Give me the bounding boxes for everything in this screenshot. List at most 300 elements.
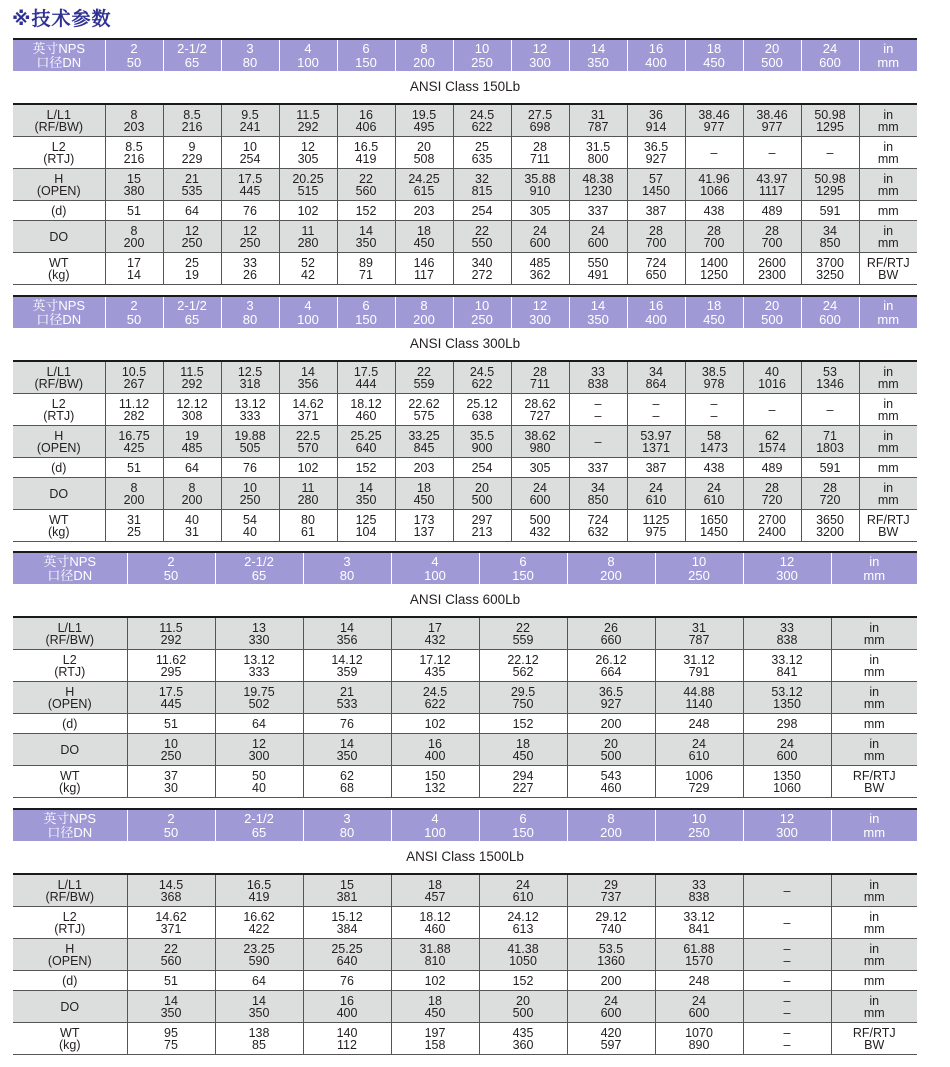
cell-value-secondary: 815: [471, 183, 493, 198]
cell-value-secondary: 380: [123, 183, 145, 198]
row-unit: [831, 714, 917, 734]
row-label: [13, 426, 105, 458]
cell-value-primary: 31.88: [419, 941, 451, 956]
size-value-primary: 2-1/2: [244, 553, 274, 569]
data-cell: [511, 458, 569, 478]
cell-value-primary: 724: [645, 255, 667, 270]
unit-primary: mm: [877, 203, 899, 218]
cell-value-secondary: 1140: [685, 696, 713, 711]
cell-value-primary: 17: [127, 255, 141, 270]
cell-value-secondary: 914: [645, 119, 667, 134]
size-value-secondary: 80: [339, 567, 355, 583]
row-unit: [831, 1023, 917, 1055]
row-label-secondary: (RTJ): [43, 408, 75, 423]
data-cell: [479, 991, 567, 1023]
row-label: [13, 991, 127, 1023]
cell-value-secondary: 450: [512, 748, 534, 763]
cell-value-primary: 40: [185, 512, 199, 527]
data-cell: [453, 137, 511, 169]
data-cell: [453, 104, 511, 137]
dimension-data-table: [13, 616, 917, 798]
cell-value-primary: 485: [529, 255, 551, 270]
cell-value-primary: 8: [130, 480, 138, 495]
data-cell: [163, 253, 221, 285]
cell-value-primary: 16.75: [118, 428, 150, 443]
cell-value-primary: 31.5: [585, 139, 611, 154]
data-cell: [127, 1023, 215, 1055]
cell-value-primary: 11: [301, 223, 315, 238]
cell-value-secondary: 227: [512, 780, 534, 795]
cell-value-primary: 53.5: [598, 941, 624, 956]
unit-secondary: BW: [864, 1037, 885, 1052]
size-header-cell: [105, 39, 163, 71]
size-value-primary: 6: [362, 40, 370, 56]
size-header-unit: [859, 39, 917, 71]
cell-value-primary: 14.62: [292, 396, 324, 411]
cell-value-secondary: 422: [248, 921, 270, 936]
cell-value-primary: 17.5: [158, 684, 184, 699]
cell-value-secondary: 350: [248, 1005, 270, 1020]
cell-value-secondary: 600: [688, 1005, 710, 1020]
row-handwheel-do: [13, 734, 917, 766]
size-value-secondary: 50: [163, 567, 179, 583]
size-header-cell: [655, 809, 743, 841]
data-cell: [221, 253, 279, 285]
data-cell: [127, 734, 215, 766]
cell-value-secondary: 977: [703, 119, 725, 134]
cell-value-primary: 13.12: [243, 652, 275, 667]
cell-value-primary: 31: [692, 620, 706, 635]
unit-secondary: mm: [863, 632, 885, 647]
cell-value-secondary: 1066: [700, 183, 728, 198]
cell-value-primary: 16.62: [243, 909, 275, 924]
row-label: [13, 1023, 127, 1055]
cell-value-secondary: –: [652, 408, 660, 423]
data-cell: [627, 510, 685, 542]
data-cell: [215, 1023, 303, 1055]
data-cell: [479, 874, 567, 907]
data-cell: [567, 714, 655, 734]
cell-value-primary: 23.25: [243, 941, 275, 956]
cell-value-secondary: 505: [239, 440, 261, 455]
cell-value-primary: 32: [475, 171, 489, 186]
cell-value-secondary: 203: [123, 119, 145, 134]
data-cell: [215, 991, 303, 1023]
row-label-secondary: (OPEN): [47, 953, 92, 968]
cell-value-primary: 33: [692, 877, 706, 892]
cell-value-secondary: 559: [413, 376, 435, 391]
row-length-rf-bw: [13, 104, 917, 137]
cell-value-primary: 21: [340, 684, 354, 699]
cell-value-primary: 152: [355, 460, 377, 475]
cell-value-primary: 18: [516, 736, 530, 751]
data-cell: [655, 734, 743, 766]
unit-primary: mm: [863, 973, 885, 988]
cell-value-primary: 138: [248, 1025, 270, 1040]
cell-value-secondary: 600: [587, 235, 609, 250]
size-header-cell: [743, 552, 831, 584]
cell-value-secondary: 600: [529, 492, 551, 507]
spec-table-class-300: [13, 295, 917, 542]
unit-primary: in: [869, 993, 880, 1008]
cell-value-primary: 20: [604, 736, 618, 751]
cell-value-secondary: 1295: [816, 183, 844, 198]
row-unit: [831, 971, 917, 991]
data-cell: [479, 617, 567, 650]
data-cell: [801, 169, 859, 201]
cell-value-primary: 337: [587, 203, 609, 218]
cell-value-secondary: 841: [776, 664, 798, 679]
data-cell: [453, 361, 511, 394]
unit-primary: in: [883, 223, 894, 238]
cell-value-primary: 17.5: [237, 171, 263, 186]
row-label: [13, 169, 105, 201]
size-header-table: [13, 551, 917, 584]
cell-value-secondary: 132: [424, 780, 446, 795]
size-value-secondary: 250: [471, 54, 493, 70]
cell-value-secondary: 1350: [773, 696, 801, 711]
row-label-primary: L/L1: [46, 107, 71, 122]
cell-value-secondary: 30: [164, 780, 178, 795]
data-cell: [743, 169, 801, 201]
data-cell: [801, 510, 859, 542]
size-header-cell: [685, 39, 743, 71]
cell-value-primary: 200: [600, 716, 622, 731]
size-header-cell: [569, 39, 627, 71]
data-cell: [303, 682, 391, 714]
cell-value-secondary: 42: [301, 267, 315, 282]
cell-value-secondary: 910: [529, 183, 551, 198]
data-cell: [685, 458, 743, 478]
cell-value-primary: 20: [516, 993, 530, 1008]
data-cell: [127, 874, 215, 907]
data-cell: [511, 510, 569, 542]
cell-value-primary: 53: [823, 364, 837, 379]
cell-value-secondary: 1570: [685, 953, 713, 968]
data-cell: [215, 617, 303, 650]
cell-value-primary: 36.5: [643, 139, 669, 154]
data-cell: [743, 907, 831, 939]
dimension-data-table: [13, 103, 917, 285]
size-value-secondary: 600: [819, 311, 841, 327]
row-height-open: [13, 682, 917, 714]
cell-value-primary: 25.25: [350, 428, 382, 443]
cell-value-secondary: –: [783, 953, 791, 968]
cell-value-primary: 14: [340, 620, 354, 635]
cell-value-primary: 15: [340, 877, 354, 892]
size-value-primary: 24: [822, 297, 838, 313]
cell-value-primary: 24.5: [469, 107, 495, 122]
data-cell: [655, 682, 743, 714]
row-label-secondary: (RTJ): [54, 664, 86, 679]
size-value-secondary: 100: [424, 567, 446, 583]
unit-secondary: mm: [877, 183, 899, 198]
cell-value-primary: 24: [533, 223, 547, 238]
cell-value-primary: 248: [688, 973, 710, 988]
cell-value-secondary: 890: [688, 1037, 710, 1052]
size-header-row: [13, 552, 917, 584]
cell-value-primary: 305: [529, 460, 551, 475]
cell-value-primary: 13.12: [234, 396, 266, 411]
cell-value-primary: 489: [761, 203, 783, 218]
size-value-primary: 6: [362, 297, 370, 313]
cell-value-primary: 20: [417, 139, 431, 154]
cell-value-primary: 27.5: [527, 107, 553, 122]
size-value-secondary: 65: [184, 54, 200, 70]
cell-value-secondary: 638: [471, 408, 493, 423]
row-label: [13, 104, 105, 137]
cell-value-secondary: 444: [355, 376, 377, 391]
cell-value-secondary: 267: [123, 376, 145, 391]
data-cell: [391, 766, 479, 798]
cell-value-secondary: 1016: [758, 376, 786, 391]
size-value-secondary: 50: [126, 311, 142, 327]
size-value-primary: 6: [519, 810, 527, 826]
data-cell: [221, 169, 279, 201]
cell-value-primary: 500: [529, 512, 551, 527]
cell-value-primary: 26: [604, 620, 618, 635]
cell-value-primary: 12.12: [176, 396, 208, 411]
cell-value-secondary: 425: [123, 440, 145, 455]
data-cell: [743, 478, 801, 510]
data-cell: [221, 510, 279, 542]
cell-value-secondary: 350: [355, 492, 377, 507]
cell-value-primary: 340: [471, 255, 493, 270]
cell-value-primary: 305: [529, 203, 551, 218]
data-cell: [279, 221, 337, 253]
cell-value-primary: 16: [359, 107, 373, 122]
cell-value-primary: 16.5: [246, 877, 272, 892]
cell-value-primary: 102: [424, 973, 446, 988]
data-cell: [743, 1023, 831, 1055]
cell-value-primary: 38.5: [701, 364, 727, 379]
cell-value-secondary: 435: [424, 664, 446, 679]
cell-value-primary: 297: [471, 512, 493, 527]
cell-value-primary: 62: [765, 428, 779, 443]
data-cell: [627, 394, 685, 426]
row-height-open: [13, 169, 917, 201]
cell-value-secondary: 900: [471, 440, 493, 455]
cell-value-primary: 22.62: [408, 396, 440, 411]
size-value-secondary: 150: [512, 567, 534, 583]
cell-value-primary: 3650: [816, 512, 844, 527]
cell-value-primary: 35.5: [469, 428, 495, 443]
data-cell: [127, 907, 215, 939]
size-value-secondary: 300: [776, 824, 798, 840]
size-header-cell: [567, 809, 655, 841]
data-cell: [105, 104, 163, 137]
unit-primary: in: [869, 810, 880, 826]
cell-value-primary: 420: [600, 1025, 622, 1040]
size-value-secondary: 65: [251, 567, 267, 583]
cell-value-primary: 12: [185, 223, 199, 238]
row-length-rf-bw: [13, 874, 917, 907]
cell-value-primary: 14: [340, 736, 354, 751]
size-value-secondary: 80: [242, 54, 258, 70]
size-header-unit: [859, 296, 917, 328]
row-label-secondary: (kg): [47, 267, 70, 282]
size-value-primary: 10: [474, 40, 490, 56]
data-cell: [801, 458, 859, 478]
cell-value-secondary: 406: [355, 119, 377, 134]
cell-value-secondary: 40: [252, 780, 266, 795]
data-cell: [685, 361, 743, 394]
cell-value-secondary: 229: [181, 151, 203, 166]
row-unit: [831, 939, 917, 971]
size-value-primary: 4: [431, 553, 439, 569]
cell-value-secondary: 2300: [758, 267, 786, 282]
size-header-cell: [279, 39, 337, 71]
size-header-cell: [215, 552, 303, 584]
cell-value-secondary: 485: [181, 440, 203, 455]
size-value-secondary: 350: [587, 311, 609, 327]
cell-value-secondary: 292: [181, 376, 203, 391]
cell-value-secondary: 500: [471, 492, 493, 507]
size-header-cell: [569, 296, 627, 328]
cell-value-primary: 387: [645, 203, 667, 218]
unit-primary: in: [883, 396, 894, 411]
data-cell: [627, 221, 685, 253]
data-cell: [453, 394, 511, 426]
cell-value-primary: 9: [188, 139, 196, 154]
data-cell: [567, 766, 655, 798]
size-value-secondary: 400: [645, 311, 667, 327]
data-cell: [337, 137, 395, 169]
cell-value-primary: 38.62: [524, 428, 556, 443]
size-value-primary: 8: [607, 553, 615, 569]
cell-value-secondary: 3250: [816, 267, 844, 282]
data-cell: [163, 458, 221, 478]
data-cell: [655, 939, 743, 971]
cell-value-secondary: 700: [761, 235, 783, 250]
cell-value-secondary: 559: [512, 632, 534, 647]
row-unit: [831, 907, 917, 939]
size-header-cell: [163, 39, 221, 71]
cell-value-primary: 248: [688, 716, 710, 731]
size-value-secondary: 200: [600, 824, 622, 840]
size-header-label-primary: 英寸NPS: [32, 40, 86, 56]
size-header-cell: [303, 552, 391, 584]
cell-value-secondary: 750: [512, 696, 534, 711]
unit-primary: in: [883, 107, 894, 122]
data-cell: [743, 650, 831, 682]
data-cell: [337, 510, 395, 542]
cell-value-primary: 146: [413, 255, 435, 270]
unit-primary: in: [869, 877, 880, 892]
data-cell: [743, 361, 801, 394]
unit-primary: in: [883, 364, 894, 379]
cell-value-secondary: 445: [239, 183, 261, 198]
unit-primary: in: [869, 620, 880, 635]
cell-value-primary: 298: [776, 716, 798, 731]
cell-value-secondary: 622: [424, 696, 446, 711]
data-cell: [127, 714, 215, 734]
unit-secondary: BW: [878, 524, 899, 539]
size-header-unit: [831, 809, 917, 841]
size-value-secondary: 50: [126, 54, 142, 70]
row-length-rtj: [13, 394, 917, 426]
size-header-cell: [395, 296, 453, 328]
cell-value-primary: 51: [127, 203, 141, 218]
size-header-cell: [127, 552, 215, 584]
cell-value-secondary: 1295: [816, 119, 844, 134]
size-header-label-secondary: 口径DN: [36, 54, 82, 70]
size-value-secondary: 250: [688, 824, 710, 840]
size-header-row: [13, 39, 917, 71]
data-cell: [685, 426, 743, 458]
row-bore-d: [13, 714, 917, 734]
unit-secondary: mm: [863, 921, 885, 936]
cell-value-primary: 29.5: [510, 684, 536, 699]
size-value-secondary: 100: [424, 824, 446, 840]
row-length-rf-bw: [13, 617, 917, 650]
row-handwheel-do: [13, 478, 917, 510]
data-cell: [391, 714, 479, 734]
row-unit: [859, 478, 917, 510]
cell-value-secondary: 2400: [758, 524, 786, 539]
row-label-secondary: (OPEN): [47, 696, 92, 711]
row-bore-d: [13, 201, 917, 221]
cell-value-primary: 33.25: [408, 428, 440, 443]
data-cell: [303, 907, 391, 939]
row-weight: [13, 1023, 917, 1055]
size-value-primary: 20: [764, 297, 780, 313]
cell-value-secondary: 280: [297, 492, 319, 507]
cell-value-primary: 24: [591, 223, 605, 238]
data-cell: [221, 104, 279, 137]
cell-value-primary: 64: [185, 203, 199, 218]
cell-value-primary: 19: [185, 428, 199, 443]
data-cell: [453, 169, 511, 201]
data-cell: [511, 201, 569, 221]
cell-value-primary: 9.5: [241, 107, 259, 122]
row-label-primary: H: [65, 941, 75, 956]
cell-value-secondary: 292: [160, 632, 182, 647]
data-cell: [743, 426, 801, 458]
cell-value-secondary: 698: [529, 119, 551, 134]
cell-value-secondary: 927: [645, 151, 667, 166]
row-unit: [859, 221, 917, 253]
cell-value-primary: –: [826, 402, 834, 417]
cell-value-primary: 76: [340, 973, 354, 988]
cell-value-secondary: 250: [239, 235, 261, 250]
data-cell: [127, 939, 215, 971]
cell-value-primary: 152: [512, 716, 534, 731]
data-cell: [105, 201, 163, 221]
cell-value-primary: 64: [252, 716, 266, 731]
row-label-primary: L2: [62, 652, 77, 667]
cell-value-secondary: 31: [185, 524, 199, 539]
cell-value-primary: 21: [185, 171, 199, 186]
cell-value-primary: 53.12: [771, 684, 803, 699]
cell-value-primary: 24.25: [408, 171, 440, 186]
cell-value-primary: 28: [765, 480, 779, 495]
cell-value-secondary: 1050: [509, 953, 537, 968]
cell-value-primary: 3700: [816, 255, 844, 270]
data-cell: [567, 971, 655, 991]
unit-primary: in: [869, 736, 880, 751]
cell-value-primary: 61.88: [683, 941, 715, 956]
cell-value-secondary: 570: [297, 440, 319, 455]
row-unit: [831, 734, 917, 766]
row-label-primary: DO: [49, 229, 69, 244]
data-cell: [567, 617, 655, 650]
cell-value-primary: 51: [127, 460, 141, 475]
cell-value-secondary: 117: [414, 267, 434, 282]
size-header-cell: [221, 296, 279, 328]
data-cell: [743, 734, 831, 766]
data-cell: [337, 394, 395, 426]
